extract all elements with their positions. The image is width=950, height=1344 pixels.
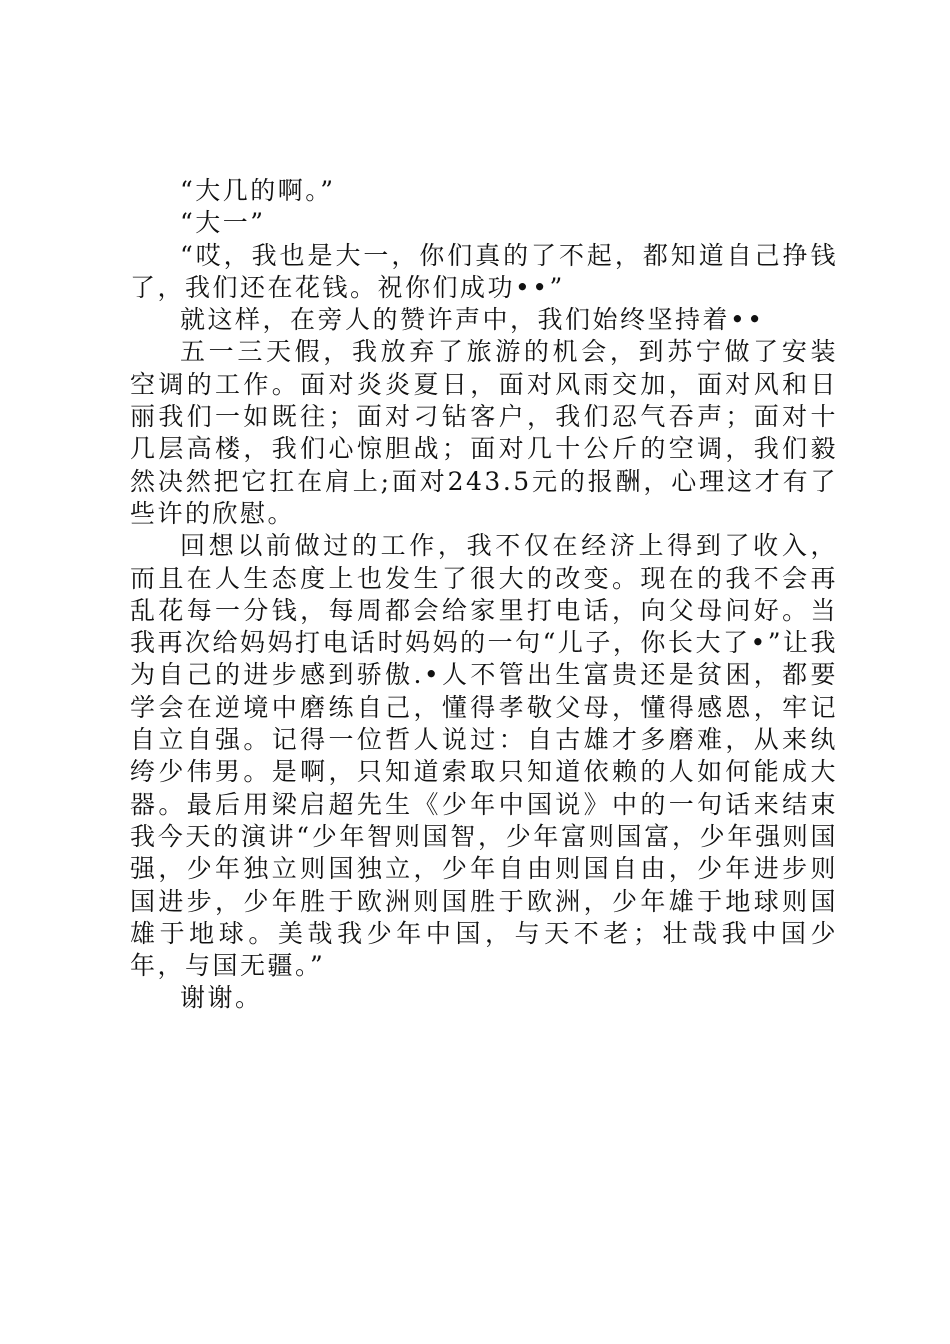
perseverance-paragraph: 就这样，在旁人的赞许声中，我们始终坚持着•• bbox=[180, 305, 765, 335]
dialogue-answer: “大一” bbox=[180, 208, 266, 238]
closing-thanks: 谢谢。 bbox=[180, 983, 263, 1013]
reflection-paragraph: 回想以前做过的工作，我不仅在经济上得到了收入，而且在人生态度上也发生了很大的改变。现在的我不会再乱花每一分钱，每周都会给家里打电话，向父母问好。当我再次给妈妈打电话时妈妈的一句“儿子，你长大了•”让我为自己的进步感到骄傲.•人不管出生富贵还是贫困，都要学会在逆境中磨练自己，懂得孝敬父母，懂得感恩，牢记自立自强。记得一位哲人说过：自古雄才多磨难，从来纨绔少伟男。是啊，只知道索取只知道依赖的人如何能成大器。最后用梁启超先生《少年中国说》中的一句话来结束我今天的演讲“少年智则国智，少年富则国富，少年强则国强，少年独立则国独立，少年自由则国自由，少年进步则国进步，少年胜于欧洲则国胜于欧洲，少年雄于地球则国雄于地球。美哉我少年中国，与天不老；壮哉我中国少年，与国无疆。” bbox=[130, 531, 838, 981]
speech-text-body bbox=[130, 175, 838, 1015]
dialogue-praise: “哎，我也是大一，你们真的了不起，都知道自己挣钱了，我们还在花钱。祝你们成功••” bbox=[130, 240, 838, 302]
work-experience-paragraph: 五一三天假，我放弃了旅游的机会，到苏宁做了安装空调的工作。面对炎炎夏日，面对风雨交加，面对风和日丽我们一如既往；面对刁钻客户，我们忍气吞声；面对十几层高楼，我们心惊胆战；面对几十公斤的空调，我们毅然决然把它扛在肩上;面对243.5元的报酬，心理这才有了些许的欣慰。 bbox=[130, 337, 838, 528]
dialogue-question: “大几的啊。” bbox=[180, 176, 336, 205]
